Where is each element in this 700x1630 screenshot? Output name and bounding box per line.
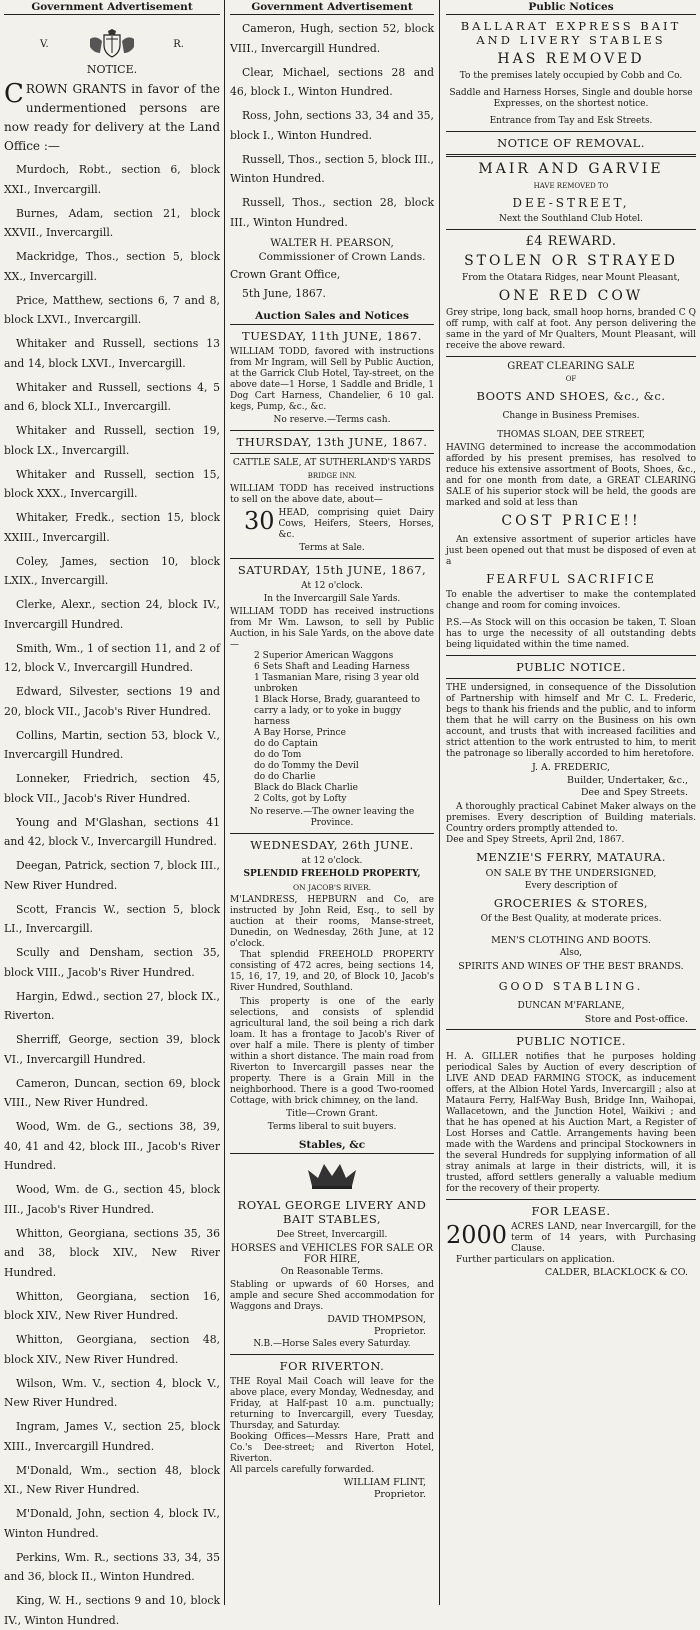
- stables-address: Dee Street, Invercargill.: [276, 1229, 388, 1240]
- crest-letter-right: R.: [173, 39, 184, 50]
- reward-title: £4 REWARD.: [525, 234, 617, 249]
- proprietor-name: WILLIAM FLINT,: [343, 1476, 426, 1488]
- crown-grant-list: [230, 19, 434, 232]
- notice-headline: ONE RED COW: [498, 288, 644, 304]
- divider: [446, 229, 696, 230]
- divider: [446, 154, 696, 157]
- crown-emblem: [230, 1160, 434, 1194]
- sale-goods: BOOTS AND SHOES, &c., &c.: [476, 389, 666, 403]
- crown-grant-entry: Russell, Thos., section 28, block III., Winton Hundred.: [230, 196, 434, 229]
- auction-terms: Terms liberal to suit buyers.: [267, 1121, 397, 1132]
- lease-body: Further particulars on application.: [456, 1255, 615, 1265]
- coat-of-arms-icon: [82, 29, 142, 59]
- stables-headline: HORSES and VEHICLES FOR SALE OR FOR HIRE,: [230, 1242, 434, 1265]
- lease-block: [446, 1222, 696, 1255]
- crown-grant-entry: Wood, Wm. de G., sections 38, 39, 40, 41 and 42, block III., Jacob's River Hundred.: [4, 1120, 220, 1172]
- store-also: Also,: [559, 948, 583, 958]
- crown-grant-entry: Young and M'Glashan, sections 41 and 42, block V., Invercargill Hundred.: [4, 815, 220, 848]
- divider: [230, 1354, 434, 1355]
- crown-grant-entry: Whitaker and Russell, section 19, block LX., Invercargill.: [4, 424, 220, 457]
- auction-item: do do Charlie: [254, 771, 316, 782]
- notice-body: To the premises lately occupied by Cobb and Co.: [459, 71, 683, 81]
- head-description: HEAD, comprising quiet Dairy Cows, Heifers, Steers, Horses, &c.: [278, 507, 434, 540]
- auction-date: TUESDAY, 11th JUNE, 1867.: [242, 328, 422, 343]
- coach-body: THE Royal Mail Coach will leave for the above place, every Monday, Wednesday, and Friday, at Half-past 10 a.m. punctually; returning to Invercargill, every Tuesday, Thursday, and Saturday.: [230, 1376, 434, 1431]
- store-stabling: GOOD STABLING.: [498, 980, 644, 993]
- auction-body: M'LANDRESS, HEPBURN and Co, are instructed by John Reid, Esq., to sell by auction at their rooms, Manse-street, Dunedin, on Wednesday, 26th June, at 12 o'clock.: [230, 894, 434, 949]
- section-header: Government Advertisement: [4, 0, 220, 15]
- notice-body: Grey stripe, long back, small hoop horns, branded C Q off rump, with calf at foot. Any person delivering the same in the yard of Mr Qualters, Mount Pleasant, will receive the above reward.: [446, 308, 696, 351]
- crown-grant-entry: Whitaker and Russell, sections 13 and 14, block LXVI., Invercargill.: [4, 337, 220, 370]
- royal-crest: [4, 29, 220, 59]
- proprietor-name: DAVID THOMPSON,: [327, 1313, 426, 1325]
- crown-grant-entry: M'Donald, Wm., section 48, block XI., New River Hundred.: [4, 1463, 220, 1496]
- signer-name: WALTER H. PEARSON,: [270, 236, 394, 249]
- lease-agent: CALDER, BLACKLOCK & CO.: [544, 1267, 688, 1278]
- crown-icon: [302, 1160, 362, 1190]
- auction-title: CATTLE SALE, AT SUTHERLAND'S YARDS: [232, 457, 432, 468]
- crown-grant-entry: Clerke, Alexr., section 24, block IV., Invercargill Hundred.: [4, 598, 220, 631]
- notice-title: NOTICE OF REMOVAL.: [497, 136, 645, 150]
- notice-date: Dee and Spey Streets, April 2nd, 1867.: [446, 835, 625, 845]
- builder-title: Builder, Undertaker, &c.,: [567, 775, 688, 786]
- auction-item: 6 Sets Shaft and Leading Harness: [254, 661, 410, 672]
- column-rule: [439, 0, 440, 1605]
- divider: [446, 1199, 696, 1200]
- auction-item: 2 Superior American Waggons: [254, 650, 394, 661]
- notice-body: Entrance from Tay and Esk Streets.: [489, 116, 653, 126]
- crown-grant-entry: Whitton, Georgiana, section 48, block XIV., New River Hundred.: [4, 1333, 220, 1366]
- coach-body: Booking Offices—Messrs Hare, Pratt and Co.'s Dee-street; and Riverton Hotel, Riverton.: [230, 1431, 434, 1464]
- builder-address: Dee and Spey Streets.: [580, 787, 688, 798]
- notice-title: BALLARAT EXPRESS BAIT AND LIVERY STABLES: [460, 19, 682, 47]
- proprietor-title: Proprietor.: [374, 1488, 426, 1500]
- store-every: Every description of: [524, 881, 618, 891]
- auction-subtitle: BRIDGE INN.: [307, 471, 357, 480]
- crown-grant-entry: Whitton, Georgiana, sections 35, 36 and 38, block XIV., New River Hundred.: [4, 1226, 220, 1279]
- store-goods: GROCERIES & STORES,: [493, 896, 649, 910]
- sale-title: GREAT CLEARING SALE: [507, 361, 635, 372]
- crown-grant-entry: Burnes, Adam, section 21, block XXVII., Invercargill.: [4, 206, 220, 239]
- auction-item: A Bay Horse, Prince: [254, 727, 346, 738]
- notice-body: A thoroughly practical Cabinet Maker always on the premises. Every description of Building materials. Country orders promptly attended to.: [446, 802, 696, 834]
- notice-date: 5th June, 1867.: [242, 287, 326, 300]
- lease-body: ACRES LAND, near Invercargill, for the term of 14 years, with Purchasing Clause.: [511, 1222, 696, 1254]
- sale-name: THOMAS SLOAN, DEE STREET,: [497, 430, 645, 440]
- crown-grant-entry: Whitton, Georgiana, section 16, block XIV., New River Hundred.: [4, 1289, 220, 1322]
- auction-body: This property is one of the early selections, and consists of splendid agricultural land, the soil being a rich dark loam. It has a frontage to Jacob's River of over half a mile. There is plenty of timber within a short distance. The main road from Riverton to Invercargill passes near the property. There is a Grain Mill in the neighborhood. There is a good Two-roomed Cottage, with brick chimney, on the land.: [230, 996, 434, 1106]
- crown-grant-entry: Whitaker, Fredk., section 15, block XXIII., Invercargill.: [4, 511, 220, 544]
- auction-title: SPLENDID FREEHOLD PROPERTY,: [243, 868, 421, 879]
- auction-time: At 12 o'clock.: [301, 580, 363, 591]
- auction-date: WEDNESDAY, 26th JUNE.: [250, 837, 414, 852]
- divider: [446, 131, 696, 132]
- sale-change: Change in Business Premises.: [502, 411, 640, 421]
- auction-footer: No reserve.—Terms cash.: [273, 414, 391, 425]
- column-government-1: [0, 0, 224, 1627]
- crest-letter-left: V.: [40, 39, 49, 50]
- stables-note: N.B.—Horse Sales every Saturday.: [253, 1338, 411, 1349]
- auction-item: 1 Tasmanian Mare, rising 3 year old unbroken: [254, 672, 420, 694]
- notice-title: PUBLIC NOTICE.: [516, 660, 626, 674]
- head-count-block: [230, 508, 434, 541]
- crown-grant-entry: Deegan, Patrick, section 7, block III., New River Hundred.: [4, 859, 220, 892]
- crown-grant-entry: Murdoch, Robt., section 6, block XXI., Invercargill.: [4, 163, 220, 196]
- sale-cost: COST PRICE!!: [501, 513, 641, 529]
- store-mens: MEN'S CLOTHING AND BOOTS.: [491, 935, 651, 946]
- crown-grant-entry: Ingram, James V., section 25, block XIII., Invercargill Hundred.: [4, 1420, 220, 1453]
- crown-grant-entry: King, W. H., sections 9 and 10, block IV., Winton Hundred.: [4, 1594, 220, 1627]
- section-header: Government Advertisement: [230, 0, 434, 15]
- crown-grant-entry: Scott, Francis W., section 5, block LI., Invercargill.: [4, 902, 220, 935]
- auction-item: 2 Colts, got by Lofty: [254, 793, 347, 804]
- lease-title: FOR LEASE.: [531, 1204, 611, 1218]
- sale-body: HAVING determined to increase the accommodation afforded by his present premises, has resolved to reduce his extensive assortment of Boots, Shoes, &c., and for one month from date, a GREAT CLEARING SALE of his superior stock will be held, the goods are marked and sold at less than: [446, 443, 696, 508]
- auction-title-line: Title—Crown Grant.: [286, 1108, 378, 1119]
- auction-item: 1 Black Horse, Brady, guaranteed to carry a lady, or to yoke in buggy harness: [254, 694, 421, 727]
- intro-text: ROWN GRANTS in favor of the undermentioned persons are now ready for delivery at the Land Office :—: [4, 82, 220, 153]
- auction-body: That splendid FREEHOLD PROPERTY consisting of 472 acres, being sections 14, 15, 16, 17, 19, and 20, of Block 10, Jacob's River Hundred, Southland.: [230, 949, 434, 993]
- auction-body: WILLIAM TODD has received instructions to sell on the above date, about—: [230, 483, 434, 505]
- stables-title: ROYAL GEORGE LIVERY AND BAIT STABLES,: [237, 1197, 427, 1226]
- auction-place: In the Invercargill Sale Yards.: [263, 593, 401, 604]
- divider: [230, 833, 434, 834]
- auction-section-header: Auction Sales and Notices: [230, 310, 434, 325]
- divider: [446, 655, 696, 656]
- divider: [446, 678, 696, 679]
- notice-intro: [4, 80, 220, 156]
- store-intro: ON SALE BY THE UNDERSIGNED,: [485, 868, 657, 879]
- notice-body: Saddle and Harness Horses, Single and double horse Expresses, on the shortest notice.: [449, 88, 693, 109]
- column-government-2: [226, 0, 438, 1605]
- coach-body: All parcels carefully forwarded.: [230, 1464, 375, 1475]
- auction-date: THURSDAY, 13th JUNE, 1867.: [236, 434, 428, 449]
- notice-headline: MAIR AND GARVIE: [478, 161, 664, 177]
- notice-headline: HAS REMOVED: [497, 51, 645, 67]
- auction-body: WILLIAM TODD, favored with instructions from Mr Ingram, will Sell by Public Auction, at the Garrick Club Hotel, Tay-street, on the above date—1 Horse, 1 Saddle and Bridle, 1 Dog Cart Harness, Chandelier, 6 10 gal. kegs, Pump, &c., &c.: [230, 346, 434, 412]
- notice-headline: STOLEN OR STRAYED: [464, 253, 678, 269]
- crown-grant-entry: Wood, Wm. de G., section 45, block III., Jacob's River Hundred.: [4, 1183, 220, 1216]
- signer-title: Commissioner of Crown Lands.: [258, 250, 426, 263]
- crown-grant-entry: Cameron, Hugh, section 52, block VIII., Invercargill Hundred.: [230, 22, 434, 55]
- auction-date: SATURDAY, 15th JUNE, 1867,: [237, 562, 427, 577]
- sale-of: OF: [565, 375, 577, 383]
- sale-body: An extensive assortment of superior articles have just been opened out that must be disposed of even at a: [446, 535, 696, 567]
- section-header: Public Notices: [446, 0, 696, 15]
- auction-item: Black do Black Charlie: [254, 782, 358, 793]
- divider: [446, 356, 696, 357]
- sale-body: To enable the advertiser to make the contemplated change and room for coming invoices.: [446, 590, 696, 611]
- crown-grant-entry: Mackridge, Thos., section 5, block XX., Invercargill.: [4, 250, 220, 283]
- crown-grant-list: [4, 160, 220, 1630]
- store-owner-title: Store and Post-office.: [584, 1014, 688, 1025]
- notice-body: THE undersigned, in consequence of the Dissolution of Partnership with himself and Mr C. L. Frederic, begs to thank his friends and the public, and to inform them that he will carry on the Business on his own account, and trusts that with increased facilities and strict attention to the work entrusted to him, to merit the patronage so liberally accorded to him heretofore.: [446, 683, 696, 759]
- auction-item: do do Tom: [254, 749, 302, 760]
- crown-grant-entry: Ross, John, sections 33, 34 and 35, block I., Winton Hundred.: [230, 109, 434, 142]
- crown-grant-entry: Cameron, Duncan, section 69, block VIII., New River Hundred.: [4, 1076, 220, 1109]
- crown-grant-entry: Clear, Michael, sections 28 and 46, block I., Winton Hundred.: [230, 65, 434, 98]
- divider: [230, 430, 434, 431]
- auction-body: WILLIAM TODD has received instructions from Mr Wm. Lawson, to sell by Public Auction, in his Sale Yards, on the above date—: [230, 606, 434, 650]
- column-rule: [224, 0, 225, 1605]
- notice-title: PUBLIC NOTICE.: [516, 1034, 626, 1048]
- notice-sub: From the Otatara Ridges, near Mount Pleasant,: [462, 273, 680, 283]
- crown-grant-entry: Hargin, Edwd., section 27, block IX., Riverton.: [4, 989, 220, 1022]
- divider: [446, 1029, 696, 1030]
- store-title: MENZIE'S FERRY, MATAURA.: [476, 850, 666, 864]
- crown-grant-entry: Lonneker, Friedrich, section 45, block VII., Jacob's River Hundred.: [4, 772, 220, 805]
- notice-sub: HAVE REMOVED TO: [533, 182, 609, 190]
- sale-postscript: P.S.—As Stock will on this occasion be taken, T. Sloan has to urge the necessity of all outstanding debts being liquidated within the time named.: [446, 618, 696, 650]
- divider: [230, 558, 434, 559]
- builder-name: J. A. FREDERIC,: [531, 762, 611, 773]
- drop-cap: C: [4, 79, 24, 109]
- crown-grant-entry: Edward, Silvester, sections 19 and 20, block VII., Jacob's River Hundred.: [4, 685, 220, 718]
- crown-grant-entry: Smith, Wm., 1 of section 11, and 2 of 12, block V., Invercargill Hundred.: [4, 641, 220, 674]
- stables-section-header: Stables, &c: [230, 1139, 434, 1154]
- crown-grant-entry: M'Donald, John, section 4, block IV., Winton Hundred.: [4, 1507, 220, 1540]
- lease-acres: 2000: [446, 1221, 508, 1249]
- auction-time: at 12 o'clock.: [301, 855, 363, 866]
- auction-item: do do Tommy the Devil: [254, 760, 359, 771]
- crown-grant-entry: Wilson, Wm. V., section 4, block V., New River Hundred.: [4, 1376, 220, 1409]
- sale-sacrifice: FEARFUL SACRIFICE: [486, 572, 656, 586]
- crown-grant-entry: Collins, Martin, section 53, block V., Invercargill Hundred.: [4, 728, 220, 761]
- crown-grant-entry: Scully and Densham, section 35, block VIII., Jacob's River Hundred.: [4, 946, 220, 979]
- coach-title: FOR RIVERTON.: [279, 1358, 385, 1373]
- crown-grant-entry: Whitaker and Russell, sections 4, 5 and 6, block XLI., Invercargill.: [4, 380, 220, 413]
- store-quality: Of the Best Quality, at moderate prices.: [480, 914, 662, 924]
- divider: [230, 453, 434, 454]
- crown-grant-entry: Price, Matthew, sections 6, 7 and 8, block LXVI., Invercargill.: [4, 293, 220, 326]
- crown-grant-entry: Russell, Thos., section 5, block III., Winton Hundred.: [230, 152, 434, 185]
- crown-grant-entry: Whitaker and Russell, section 15, block XXX., Invercargill.: [4, 467, 220, 500]
- column-public-notices: [442, 0, 700, 1605]
- notice-title: NOTICE.: [86, 63, 138, 76]
- head-count: 30: [244, 506, 275, 535]
- crown-grant-entry: Coley, James, section 10, block LXIX., Invercargill.: [4, 554, 220, 587]
- auction-footer: No reserve.—The owner leaving the Province.: [249, 806, 415, 828]
- notice-street: DEE-STREET,: [512, 196, 630, 210]
- crown-grant-entry: Perkins, Wm. R., sections 33, 34, 35 and 36, block II., Winton Hundred.: [4, 1550, 220, 1583]
- auction-item-list: [230, 651, 434, 805]
- stables-terms: On Reasonable Terms.: [280, 1266, 384, 1277]
- auction-subtitle: ON JACOB'S RIVER.: [292, 882, 372, 892]
- auction-item: do do Captain: [254, 738, 318, 749]
- notice-body: Next the Southland Club Hotel.: [499, 214, 643, 224]
- notice-body: H. A. GILLER notifies that he purposes holding periodical Sales by Auction of every description of LIVE AND DEAD FARMING STOCK, as inducement offers, at the Albion Hotel Yards, Invercargill ; also at Mataura Ferry, Half-Way Bush, Bridge Inn, Waihopai, Wallacetown, and the Junction Hotel, Waikivi ; and that he has opened at his Auction Mart, a Register of Lost Horses and Cattle. Arrangements having been made with the Wardens and principal Stockowners in the several Hundreds for supplying information of all stray animals at large in their districts, will, it is trusted, afford settlers generally a valuable medium for the recovery of their property.: [446, 1052, 696, 1194]
- stables-body: Stabling or upwards of 60 Horses, and ample and secure Shed accommodation for Waggons and Drays.: [230, 1279, 434, 1312]
- store-owner: DUNCAN M'FARLANE,: [517, 1001, 625, 1011]
- crown-grant-entry: Sherriff, George, section 39, block VI., Invercargill Hundred.: [4, 1033, 220, 1066]
- auction-footer: Terms at Sale.: [299, 542, 365, 553]
- office-line: Crown Grant Office,: [230, 267, 341, 281]
- store-spirits: SPIRITS AND WINES OF THE BEST BRANDS.: [458, 961, 684, 972]
- proprietor-title: Proprietor.: [374, 1325, 426, 1337]
